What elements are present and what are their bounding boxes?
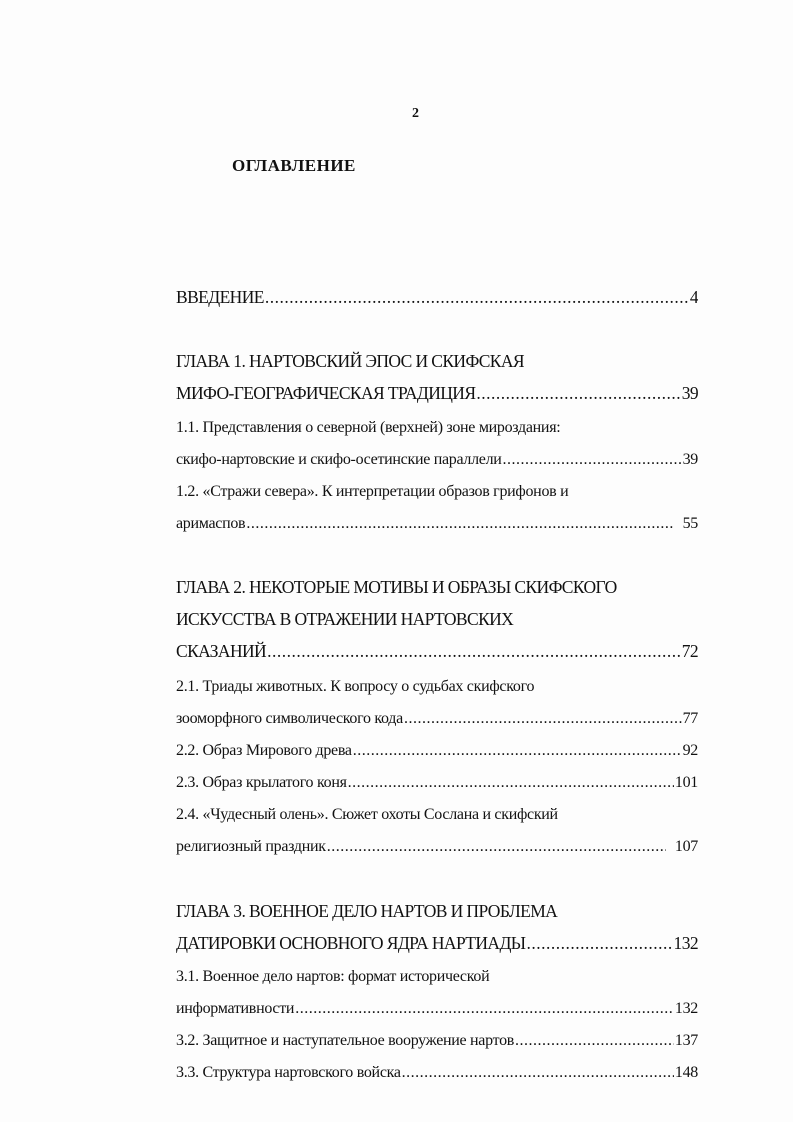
leader-dots — [246, 514, 673, 534]
leader-dots — [503, 450, 682, 470]
toc-entry-page: 107 — [674, 838, 698, 855]
toc-section-2-1[interactable] — [176, 709, 698, 729]
toc-section-2-4-line-1[interactable]: 2.4. «Чудесный олень». Сюжет охоты Сослана и скифский — [176, 806, 558, 823]
toc-entry-page: 55 — [682, 515, 698, 532]
toc-entry-page: 39 — [682, 451, 698, 468]
toc-chapter-2-line-2[interactable]: ИСКУССТВА В ОТРАЖЕНИИ НАРТОВСКИХ — [176, 609, 514, 629]
toc-chapter-2[interactable] — [176, 641, 698, 661]
toc-section-3-3[interactable] — [176, 1063, 698, 1083]
leader-dots — [295, 999, 674, 1019]
leader-dots — [348, 773, 674, 793]
toc-entry-text: ДАТИРОВКИ ОСНОВНОГО ЯДРА НАРТИАДЫ — [176, 933, 526, 953]
toc-section-1-2[interactable] — [176, 514, 698, 534]
leader-dots — [353, 741, 682, 761]
toc-chapter-1-line-1[interactable]: ГЛАВА 1. НАРТОВСКИЙ ЭПОС И СКИФСКАЯ — [176, 351, 524, 371]
toc-entry-text: 3.3. Структура нартовского войска — [176, 1064, 401, 1081]
toc-entry-page: 92 — [682, 742, 698, 759]
toc-section-2-1-line-1[interactable]: 2.1. Триады животных. К вопросу о судьбах скифского — [176, 678, 535, 695]
page-number: 2 — [412, 106, 419, 121]
toc-entry-introduction[interactable] — [176, 287, 698, 307]
toc-section-1-1-line-1[interactable]: 1.1. Представления о северной (верхней) зоне мироздания: — [176, 419, 561, 436]
toc-entry-text: скифо-нартовские и скифо-осетинские параллели — [176, 451, 502, 468]
toc-title: ОГЛАВЛЕНИЕ — [232, 156, 356, 175]
toc-entry-text: МИФО-ГЕОГРАФИЧЕСКАЯ ТРАДИЦИЯ — [176, 383, 476, 403]
toc-section-2-4[interactable] — [176, 837, 698, 857]
toc-entry-page: 132 — [673, 933, 698, 953]
toc-entry-page: 72 — [681, 641, 698, 661]
leader-dots — [515, 1031, 674, 1051]
toc-entry-text: 2.3. Образ крылатого коня — [176, 774, 347, 791]
toc-entry-page: 132 — [674, 1000, 698, 1017]
toc-entry-text: аримаспов — [176, 515, 246, 532]
toc-section-2-2[interactable] — [176, 741, 698, 761]
toc-entry-text: зооморфного символического кода — [176, 710, 403, 727]
leader-dots — [526, 933, 672, 953]
toc-entry-text: 2.2. Образ Мирового древа — [176, 742, 352, 759]
toc-entry-page: 77 — [682, 710, 698, 727]
toc-chapter-3[interactable] — [176, 933, 698, 953]
toc-section-3-1[interactable] — [176, 999, 698, 1019]
toc-entry-text: СКАЗАНИЙ — [176, 641, 267, 661]
toc-entry-text: ВВЕДЕНИЕ — [176, 287, 264, 307]
toc-entry-page: 4 — [689, 287, 698, 307]
toc-entry-page: 137 — [674, 1032, 698, 1049]
leader-dots — [267, 641, 681, 661]
toc-entry-text: религиозный праздник — [176, 838, 326, 855]
leader-dots — [327, 837, 666, 857]
toc-section-3-2[interactable] — [176, 1031, 698, 1051]
leader-dots — [404, 709, 682, 729]
toc-entry-page: 101 — [674, 774, 698, 791]
toc-section-2-3[interactable] — [176, 773, 698, 793]
leader-dots — [402, 1063, 674, 1083]
toc-entry-text: информативности — [176, 1000, 295, 1017]
toc-section-1-1[interactable] — [176, 450, 698, 470]
leader-dots — [265, 287, 689, 307]
toc-chapter-3-line-1[interactable]: ГЛАВА 3. ВОЕННОЕ ДЕЛО НАРТОВ И ПРОБЛЕМА — [176, 901, 558, 921]
toc-chapter-1[interactable] — [176, 383, 698, 403]
toc-entry-page: 148 — [674, 1064, 698, 1081]
toc-chapter-2-line-1[interactable]: ГЛАВА 2. НЕКОТОРЫЕ МОТИВЫ И ОБРАЗЫ СКИФСКОГО — [176, 577, 617, 597]
leader-dots — [476, 383, 680, 403]
toc-entry-text: 3.2. Защитное и наступательное вооружение нартов — [176, 1032, 515, 1049]
toc-section-1-2-line-1[interactable]: 1.2. «Стражи севера». К интерпретации образов грифонов и — [176, 483, 569, 500]
toc-entry-page: 39 — [681, 383, 698, 403]
toc-section-3-1-line-1[interactable]: 3.1. Военное дело нартов: формат исторической — [176, 968, 490, 985]
